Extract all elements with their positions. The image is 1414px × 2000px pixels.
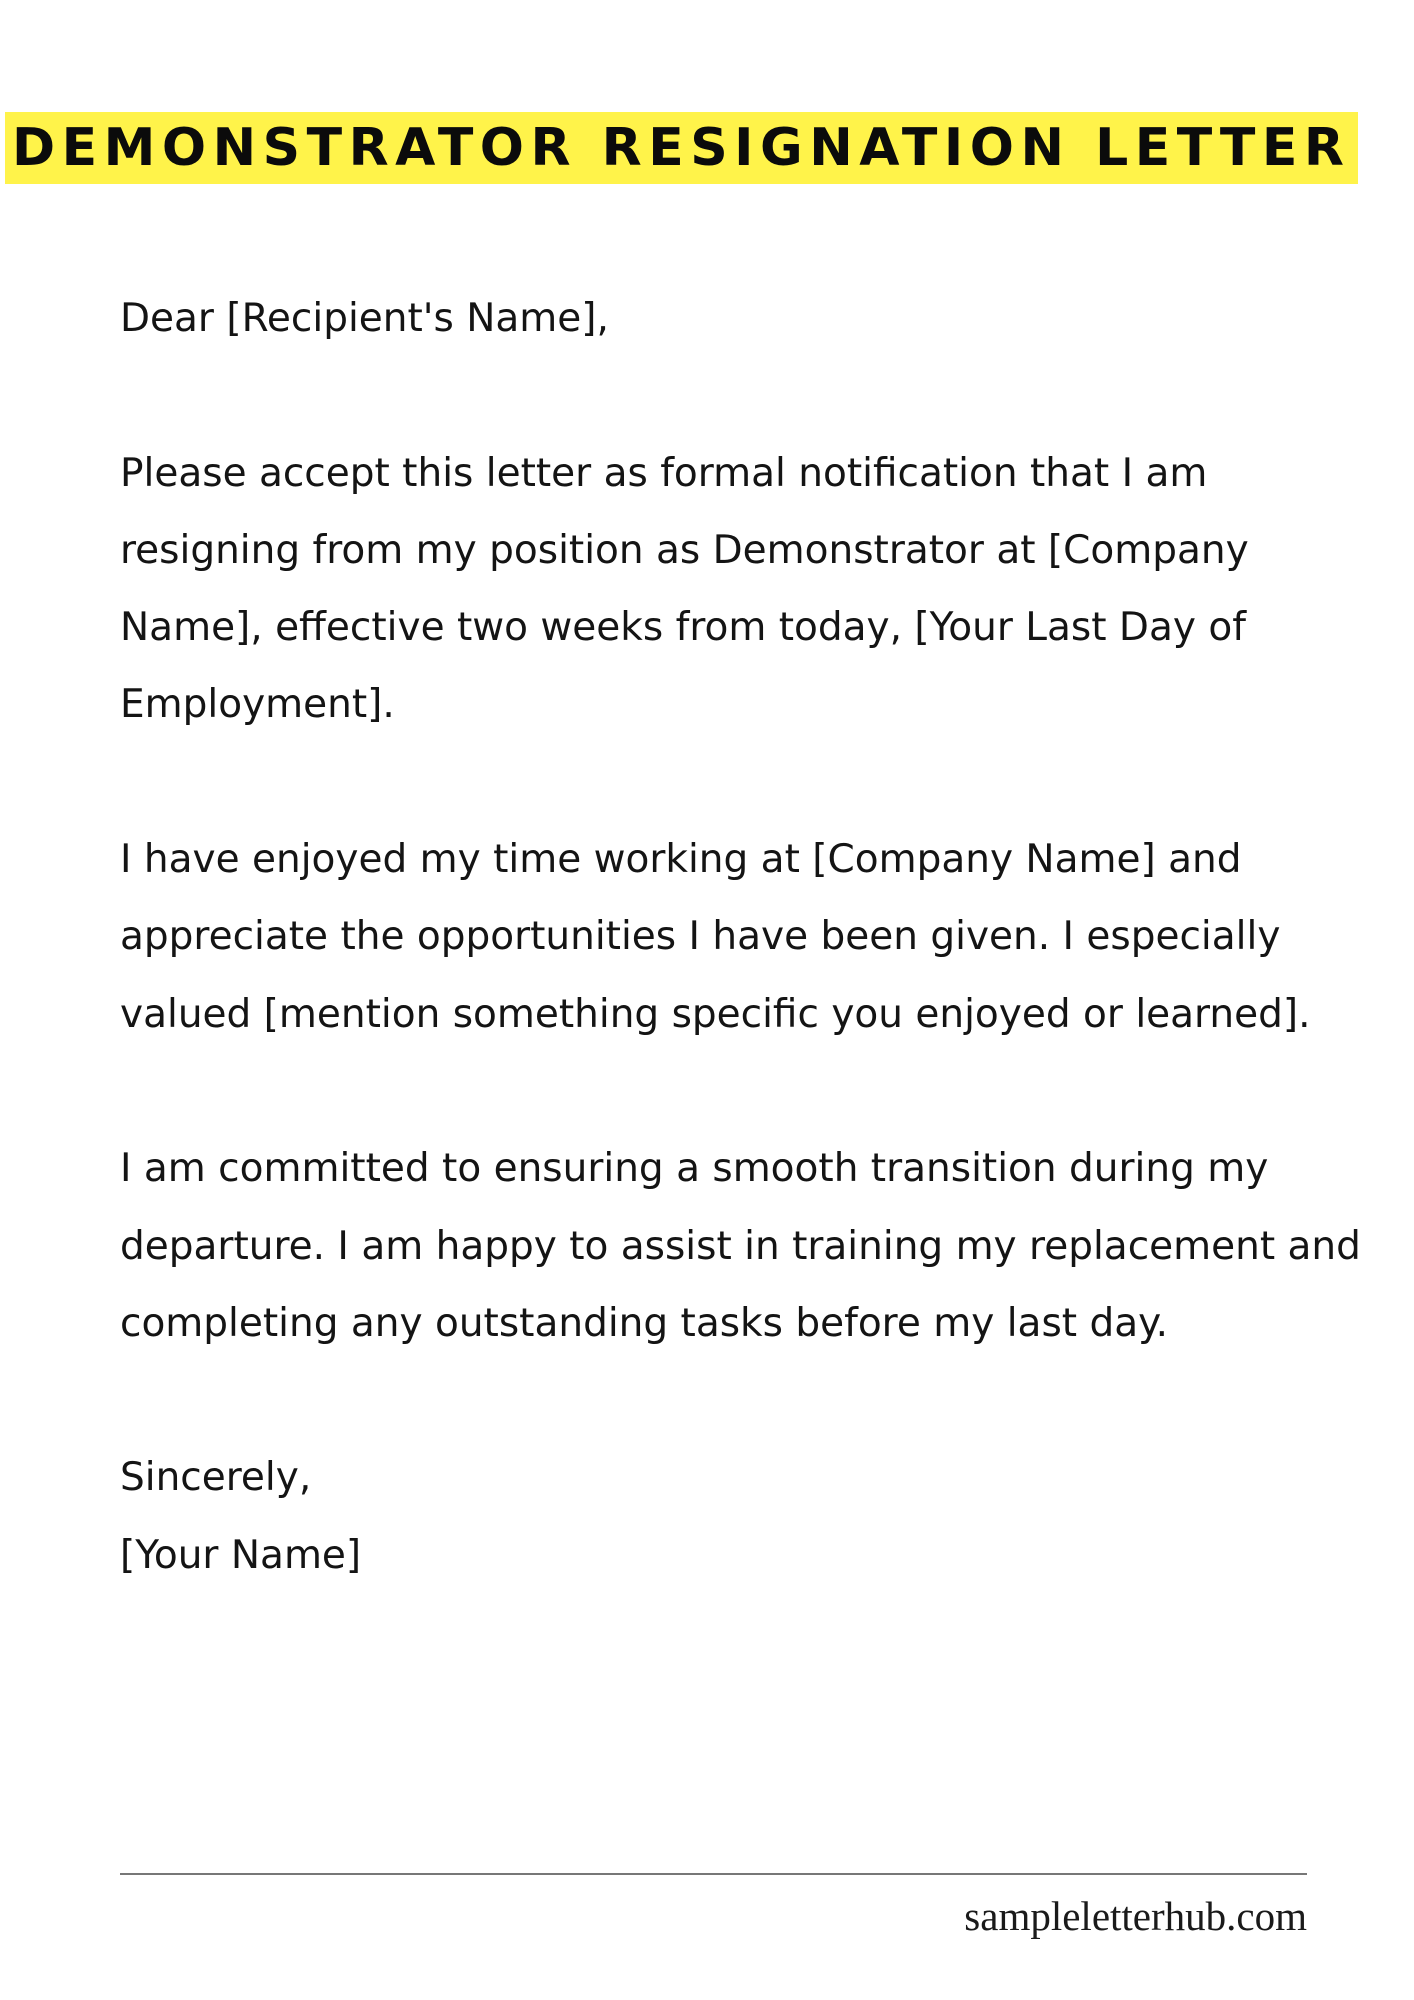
footer-website: sampleletterhub.com bbox=[964, 1893, 1307, 1939]
body-paragraph-1: Please accept this letter as formal notification that I am resigning from my position as Demonstrator at [Company Name], effective two weeks from today, [Your Last Day of Employment]. bbox=[120, 450, 1249, 728]
title-highlight-band bbox=[5, 112, 1358, 184]
paragraph-gap bbox=[120, 744, 1370, 821]
signature-placeholder: [Your Name] bbox=[120, 1532, 362, 1578]
body-paragraph-3: I am committed to ensuring a smooth transition during my departure. I am happy to assist in training my replacement and completing any outstanding tasks before my last day. bbox=[120, 1146, 1361, 1346]
paragraph-gap bbox=[120, 1053, 1370, 1130]
closing: Sincerely, bbox=[120, 1455, 312, 1501]
salutation: Dear [Recipient's Name], bbox=[120, 296, 609, 341]
footer-divider bbox=[120, 1873, 1307, 1875]
letter-body bbox=[120, 280, 1370, 1594]
body-paragraph-2: I have enjoyed my time working at [Company Name] and appreciate the opportunities I have been given. I especially valued [mention something specific you enjoyed or learned]. bbox=[120, 837, 1311, 1037]
document-title: DEMONSTRATOR RESIGNATION LETTER bbox=[12, 118, 1351, 178]
paragraph-gap bbox=[120, 357, 1370, 434]
paragraph-gap bbox=[120, 1362, 1370, 1439]
